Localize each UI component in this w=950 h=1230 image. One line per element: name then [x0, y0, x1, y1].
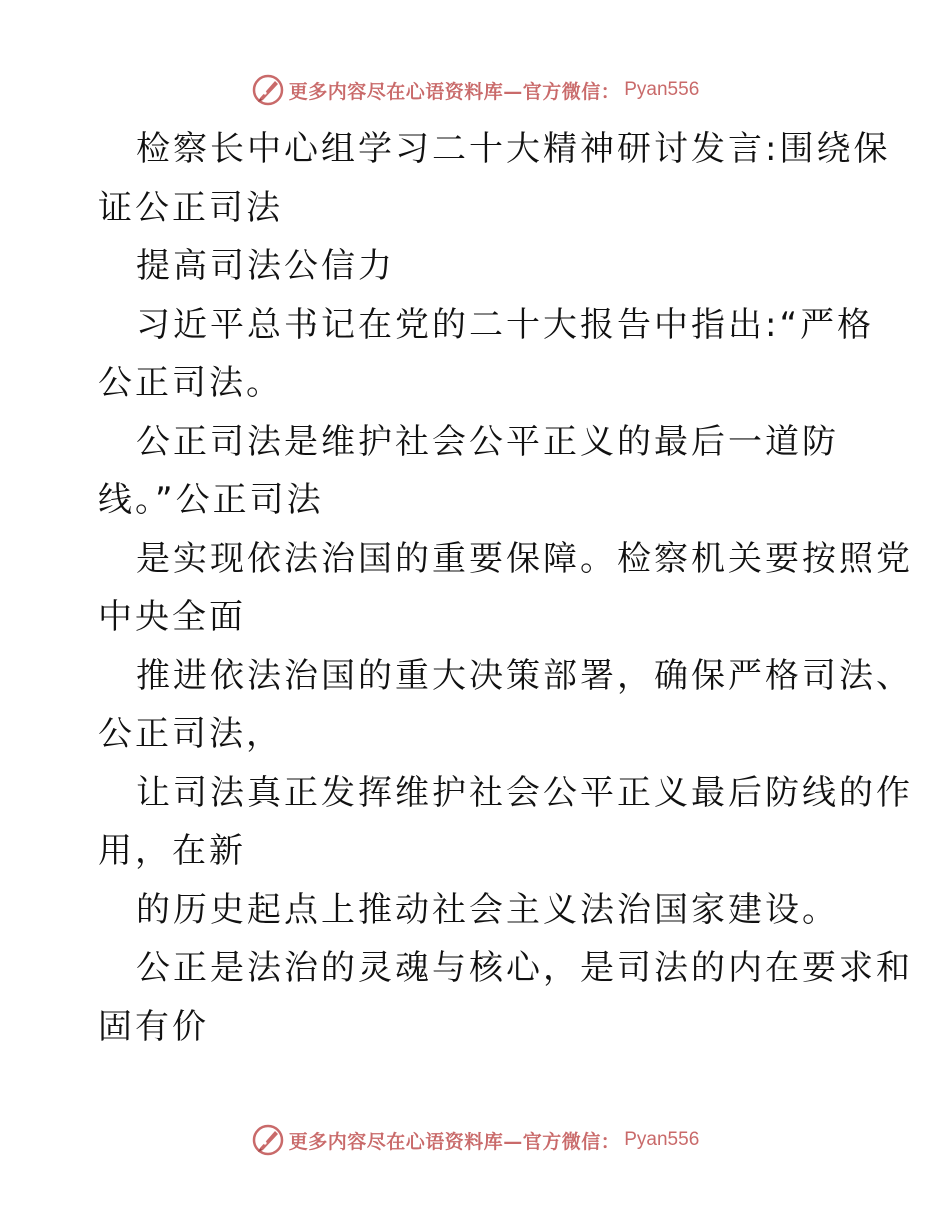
- text-line: 习近平总书记在党的二十大报告中指出:“严格: [136, 304, 875, 345]
- wechat-id: Pyan556: [624, 79, 700, 100]
- text-line: 公正司法。: [98, 363, 283, 403]
- text-line: 推进依法治国的重大决策部署，确保严格司法、: [136, 655, 913, 696]
- text-line: 提高司法公信力: [136, 246, 395, 286]
- text-line: 公正司法是维护社会公平正义的最后一道防: [136, 421, 839, 462]
- text-line: 让司法真正发挥维护社会公平正义最后防线的作: [136, 772, 913, 813]
- banner-text: 更多内容尽在心语资料库—官方微信：: [288, 1130, 621, 1153]
- text-line: 公正司法，: [98, 714, 283, 754]
- text-line: 是实现依法治国的重要保障。检察机关要按照党: [136, 538, 913, 579]
- banner-text: 更多内容尽在心语资料库—官方微信：: [288, 80, 621, 103]
- text-line: 线。”公正司法: [98, 480, 324, 520]
- text-line: 公正是法治的灵魂与核心，是司法的内在要求和: [136, 948, 913, 988]
- text-line: 中央全面: [98, 597, 246, 637]
- header-banner: [0, 70, 950, 110]
- text-line: 用，在新: [98, 831, 246, 871]
- text-line: 的历史起点上推动社会主义法治国家建设。: [136, 889, 839, 930]
- text-line: 证公正司法: [98, 187, 283, 228]
- footer-banner: [0, 1120, 950, 1160]
- quill-pen-logo-icon: [251, 73, 285, 107]
- wechat-id: Pyan556: [624, 1129, 700, 1150]
- text-line: 固有价: [98, 1006, 209, 1047]
- quill-pen-logo-icon: [251, 1123, 285, 1157]
- document-body: [98, 120, 913, 1056]
- text-line: 检察长中心组学习二十大精神研讨发言:围绕保: [136, 129, 891, 169]
